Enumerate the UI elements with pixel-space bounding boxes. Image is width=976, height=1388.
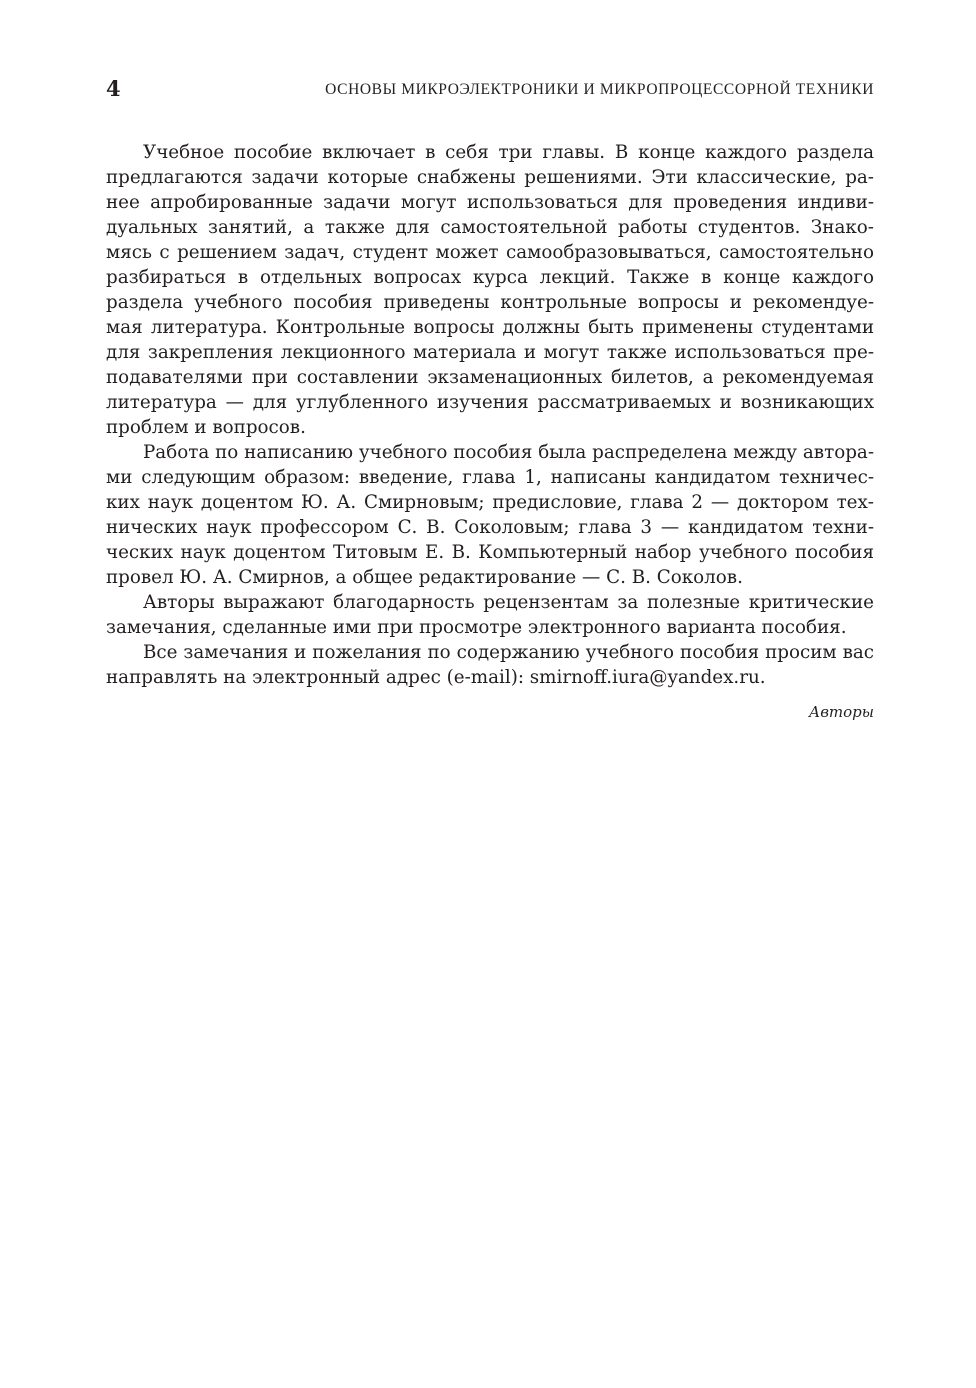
text-line: ми следующим образом: введение, глава 1, написаны кандидатом техничес-	[106, 467, 874, 488]
text-line: литература — для углубленного изучения рассматриваемых и возникающих	[106, 392, 874, 413]
running-header: ОСНОВЫ МИКРОЭЛЕКТРОНИКИ И МИКРОПРОЦЕССОРНОЙ ТЕХНИКИ	[325, 81, 874, 98]
text-line: мая литература. Контрольные вопросы должны быть применены студентами	[106, 317, 874, 338]
text-line: разбираться в отдельных вопросах курса лекций. Также в конце каждого	[106, 267, 874, 288]
text-line: для закрепления лекционного материала и могут также использоваться пре-	[106, 342, 874, 363]
text-line: проблем и вопросов.	[106, 417, 306, 438]
text-line: направлять на электронный адрес (e-mail): smirnoff.iura@yandex.ru.	[106, 667, 766, 688]
text-line: мясь с решением задач, студент может самообразовываться, самостоятельно	[106, 242, 874, 263]
paragraph-3	[106, 590, 874, 640]
text-line: дуальных занятий, а также для самостоятельной работы студентов. Знако-	[106, 217, 874, 238]
text-line: раздела учебного пособия приведены контрольные вопросы и рекомендуе-	[106, 292, 874, 313]
text-line: ческих наук доцентом Титовым Е. В. Компьютерный набор учебного пособия	[106, 542, 874, 563]
text-line: Авторы выражают благодарность рецензентам за полезные критические	[143, 592, 874, 613]
text-line: подавателями при составлении экзаменационных билетов, а рекомендуемая	[106, 367, 874, 388]
text-line: нее апробированные задачи могут использоваться для проведения индиви-	[106, 192, 874, 213]
body-text	[106, 140, 874, 690]
text-line: предлагаются задачи которые снабжены решениями. Эти классические, ра-	[106, 167, 874, 188]
text-line: замечания, сделанные ими при просмотре электронного варианта пособия.	[106, 617, 847, 638]
paragraph-4	[106, 640, 874, 690]
text-line: Учебное пособие включает в себя три главы. В конце каждого раздела	[143, 142, 874, 163]
text-line: Все замечания и пожелания по содержанию учебного пособия просим вас	[143, 642, 874, 663]
text-line: нических наук профессором С. В. Соколовым; глава 3 — кандидатом техни-	[106, 517, 874, 538]
page-number: 4	[106, 76, 121, 101]
paragraph-2	[106, 440, 874, 590]
text-line: провел Ю. А. Смирнов, а общее редактирование — С. В. Соколов.	[106, 567, 743, 588]
paragraph-1	[106, 140, 874, 440]
text-line: ких наук доцентом Ю. А. Смирновым; предисловие, глава 2 — доктором тех-	[106, 492, 874, 513]
signature-authors: Авторы	[808, 703, 874, 721]
text-line: Работа по написанию учебного пособия была распределена между автора-	[143, 442, 874, 463]
